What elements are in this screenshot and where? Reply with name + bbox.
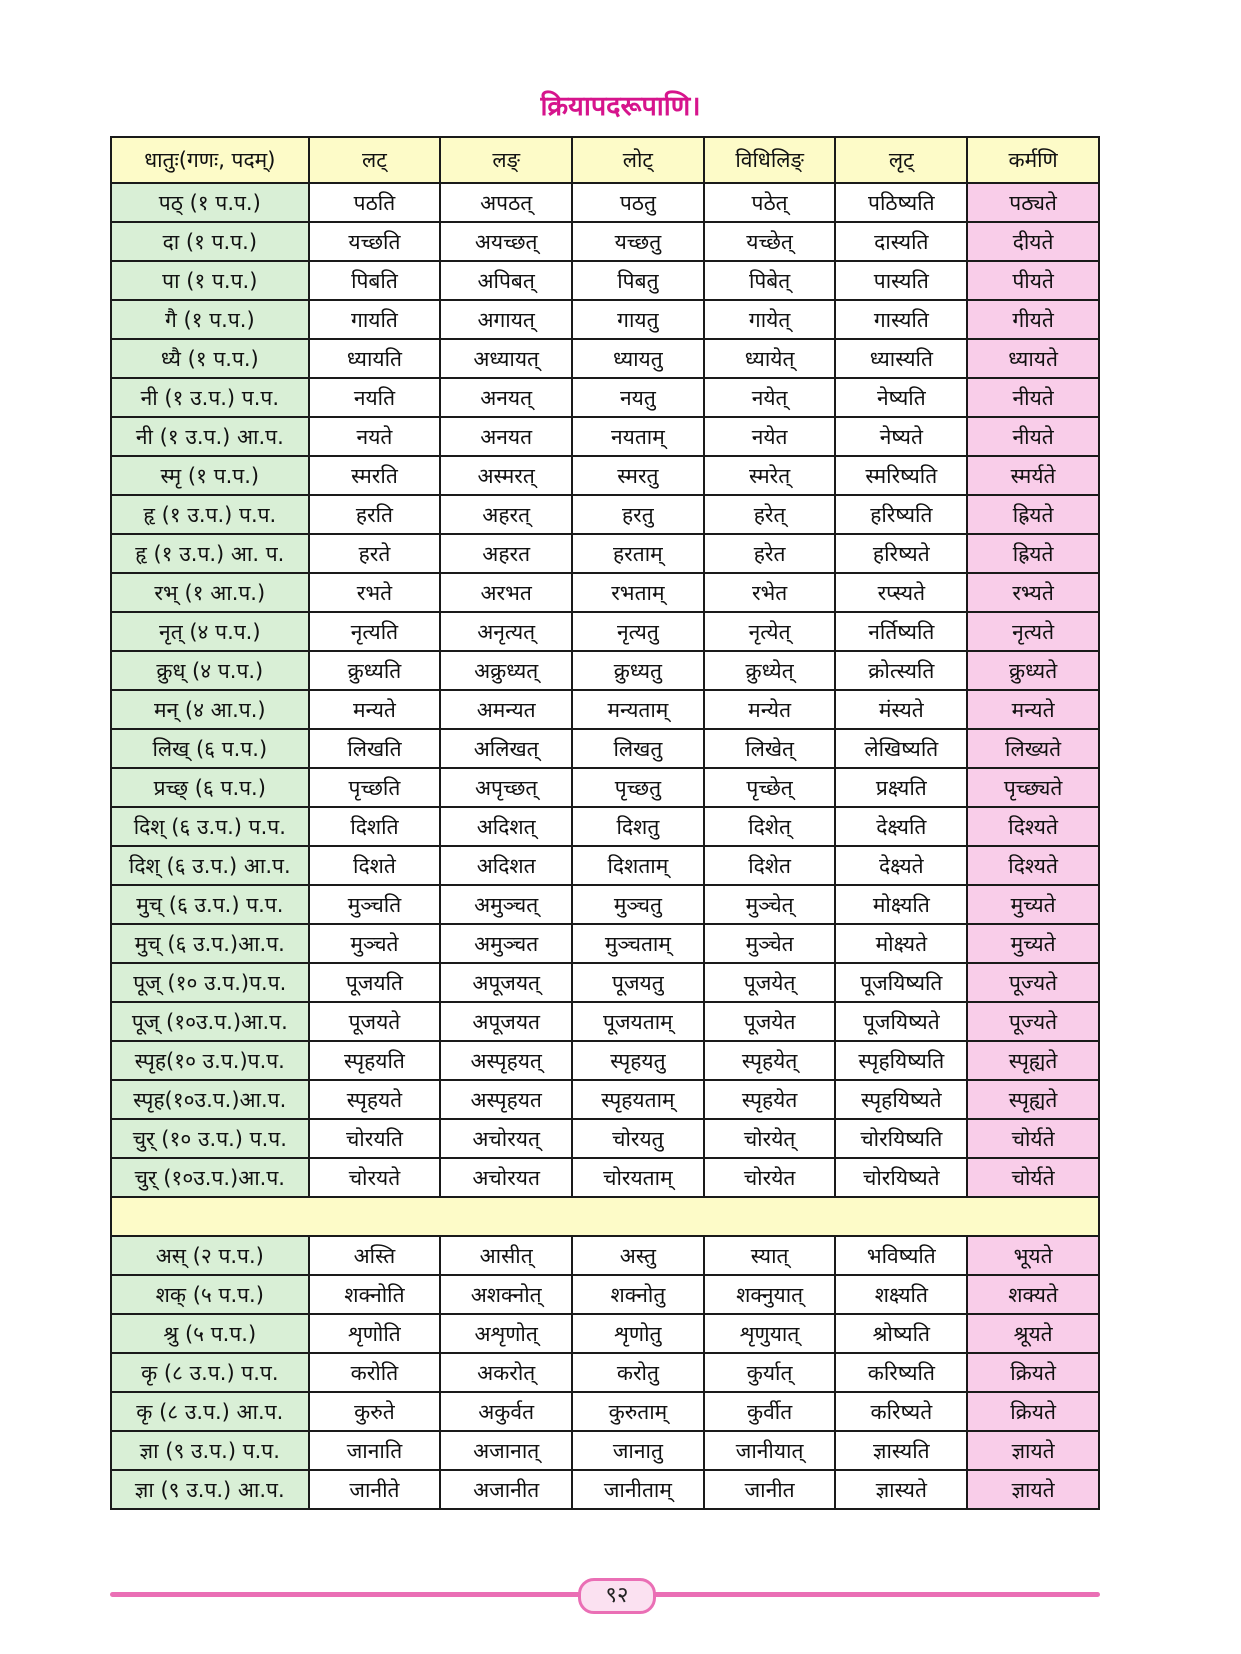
cell-vidhiling: चोरयेत् [704,1119,836,1158]
table-header-row [111,137,1099,183]
table-row [111,885,1099,924]
table-row [111,495,1099,534]
cell-lat: शृणोति [309,1314,441,1353]
cell-root: लिख् (६ प.प.) [111,729,309,768]
cell-root: रभ् (१ आ.प.) [111,573,309,612]
cell-lot: पूजयतु [572,963,704,1002]
header-karmani: कर्मणि [967,137,1099,183]
cell-lang: अशृणोत् [440,1314,572,1353]
cell-root: शक् (५ प.प.) [111,1275,309,1314]
cell-lat: नृत्यति [309,612,441,651]
cell-root: ज्ञा (९ उ.प.) प.प. [111,1431,309,1470]
cell-lat: स्मरति [309,456,441,495]
cell-karmani: मन्यते [967,690,1099,729]
cell-lat: पिबति [309,261,441,300]
header-lat: लट् [309,137,441,183]
table-row [111,1470,1099,1509]
table-row [111,768,1099,807]
table-row [111,1119,1099,1158]
cell-karmani: नृत्यते [967,612,1099,651]
header-dhatu: धातुः(गणः, पदम्) [111,137,309,183]
cell-karmani: मुच्यते [967,924,1099,963]
cell-karmani: नीयते [967,417,1099,456]
cell-lrut: पास्यति [835,261,967,300]
cell-lot: ध्यायतु [572,339,704,378]
cell-lang: अपृच्छत् [440,768,572,807]
cell-lot: जानातु [572,1431,704,1470]
cell-lot: पठतु [572,183,704,222]
cell-lang: अपठत् [440,183,572,222]
cell-root: मुच् (६ उ.प.)आ.प. [111,924,309,963]
header-vidhiling: विधिलिङ् [704,137,836,183]
table-row [111,1275,1099,1314]
cell-vidhiling: स्यात् [704,1236,836,1275]
cell-vidhiling: जानीत [704,1470,836,1509]
cell-karmani: चोर्यते [967,1119,1099,1158]
cell-vidhiling: नयेत [704,417,836,456]
cell-karmani: क्रुध्यते [967,651,1099,690]
cell-vidhiling: पूजयेत [704,1002,836,1041]
cell-lot: स्मरतु [572,456,704,495]
cell-vidhiling: शक्नुयात् [704,1275,836,1314]
cell-lat: हरते [309,534,441,573]
table-row [111,261,1099,300]
cell-lang: अगायत् [440,300,572,339]
cell-karmani: लिख्यते [967,729,1099,768]
cell-lot: नयतु [572,378,704,417]
cell-root: मन् (४ आ.प.) [111,690,309,729]
cell-lang: अस्मरत् [440,456,572,495]
cell-lang: अस्पृहयत् [440,1041,572,1080]
table-row [111,183,1099,222]
cell-karmani: दिश्यते [967,846,1099,885]
verb-forms-table [110,136,1100,1510]
cell-karmani: स्मर्यते [967,456,1099,495]
cell-lang: आसीत् [440,1236,572,1275]
cell-lat: कुरुते [309,1392,441,1431]
cell-karmani: पठ्यते [967,183,1099,222]
cell-lrut: ज्ञास्यते [835,1470,967,1509]
cell-lot: यच्छतु [572,222,704,261]
cell-lot: स्पृहयतु [572,1041,704,1080]
cell-karmani: भूयते [967,1236,1099,1275]
cell-lrut: ज्ञास्यति [835,1431,967,1470]
cell-lot: लिखतु [572,729,704,768]
table-row [111,534,1099,573]
cell-lot: मन्यताम् [572,690,704,729]
cell-root: मुच् (६ उ.प.) प.प. [111,885,309,924]
separator-cell [111,1197,1099,1236]
cell-vidhiling: कुर्यात् [704,1353,836,1392]
cell-root: चुर् (१०उ.प.)आ.प. [111,1158,309,1197]
cell-vidhiling: नयेत् [704,378,836,417]
cell-lang: अयच्छत् [440,222,572,261]
cell-vidhiling: यच्छेत् [704,222,836,261]
cell-vidhiling: रभेत [704,573,836,612]
cell-lang: अहरत [440,534,572,573]
cell-lot: मुञ्चतु [572,885,704,924]
cell-lang: अलिखत् [440,729,572,768]
cell-lang: अदिशत् [440,807,572,846]
cell-lot: पृच्छतु [572,768,704,807]
cell-karmani: पीयते [967,261,1099,300]
cell-lrut: लेखिष्यति [835,729,967,768]
cell-lrut: स्पृहयिष्यते [835,1080,967,1119]
cell-lang: अशक्नोत् [440,1275,572,1314]
cell-lat: स्पृहयति [309,1041,441,1080]
cell-karmani: दिश्यते [967,807,1099,846]
cell-karmani: पूज्यते [967,963,1099,1002]
cell-karmani: ज्ञायते [967,1431,1099,1470]
cell-vidhiling: ध्यायेत् [704,339,836,378]
cell-root: पूज् (१०उ.प.)आ.प. [111,1002,309,1041]
cell-vidhiling: लिखेत् [704,729,836,768]
cell-root: क्रुध् (४ प.प.) [111,651,309,690]
cell-lrut: करिष्यति [835,1353,967,1392]
cell-root: स्पृह(१०उ.प.)आ.प. [111,1080,309,1119]
cell-root: दिश् (६ उ.प.) प.प. [111,807,309,846]
cell-lot: जानीताम् [572,1470,704,1509]
cell-lrut: पूजयिष्यति [835,963,967,1002]
cell-root: अस् (२ प.प.) [111,1236,309,1275]
cell-lrut: देक्ष्यति [835,807,967,846]
cell-root: गै (१ प.प.) [111,300,309,339]
cell-lrut: भविष्यति [835,1236,967,1275]
cell-lot: क्रुध्यतु [572,651,704,690]
cell-karmani: शक्यते [967,1275,1099,1314]
cell-lot: शृणोतु [572,1314,704,1353]
cell-lot: अस्तु [572,1236,704,1275]
cell-root: पा (१ प.प.) [111,261,309,300]
cell-lang: अचोरयत् [440,1119,572,1158]
cell-root: दिश् (६ उ.प.) आ.प. [111,846,309,885]
cell-lrut: देक्ष्यते [835,846,967,885]
cell-lot: दिशतु [572,807,704,846]
cell-lot: रभताम् [572,573,704,612]
separator-row [111,1197,1099,1236]
cell-vidhiling: पठेत् [704,183,836,222]
cell-lang: अरभत [440,573,572,612]
cell-lat: जानीते [309,1470,441,1509]
table-row [111,846,1099,885]
cell-lrut: पूजयिष्यते [835,1002,967,1041]
cell-lrut: नर्तिष्यति [835,612,967,651]
table-row [111,1236,1099,1275]
table-row [111,378,1099,417]
table-row [111,651,1099,690]
cell-root: हृ (१ उ.प.) प.प. [111,495,309,534]
cell-lat: रभते [309,573,441,612]
cell-karmani: ज्ञायते [967,1470,1099,1509]
table-row [111,1041,1099,1080]
cell-lat: चोरयति [309,1119,441,1158]
cell-lrut: शक्ष्यति [835,1275,967,1314]
cell-vidhiling: हरेत् [704,495,836,534]
cell-vidhiling: दिशेत [704,846,836,885]
cell-karmani: ह्रियते [967,534,1099,573]
cell-vidhiling: गायेत् [704,300,836,339]
table-row [111,963,1099,1002]
cell-vidhiling: क्रुध्येत् [704,651,836,690]
cell-karmani: ह्रियते [967,495,1099,534]
table-row [111,807,1099,846]
cell-lat: क्रुध्यति [309,651,441,690]
cell-lrut: नेष्यति [835,378,967,417]
cell-vidhiling: स्मरेत् [704,456,836,495]
cell-karmani: ध्यायते [967,339,1099,378]
cell-lat: करोति [309,1353,441,1392]
table-row [111,1314,1099,1353]
cell-lot: चोरयतु [572,1119,704,1158]
cell-vidhiling: पिबेत् [704,261,836,300]
header-lot: लोट् [572,137,704,183]
cell-lang: अध्यायत् [440,339,572,378]
cell-vidhiling: मुञ्चेत [704,924,836,963]
table-row [111,417,1099,456]
cell-lang: अजानात् [440,1431,572,1470]
cell-lang: अकुर्वत [440,1392,572,1431]
cell-lat: नयते [309,417,441,456]
cell-vidhiling: स्पृहयेत [704,1080,836,1119]
page-number: ९२ [578,1578,656,1614]
cell-karmani: पूज्यते [967,1002,1099,1041]
cell-lat: मुञ्चते [309,924,441,963]
cell-root: प्रच्छ् (६ प.प.) [111,768,309,807]
table-row [111,729,1099,768]
cell-vidhiling: मुञ्चेत् [704,885,836,924]
cell-root: नृत् (४ प.प.) [111,612,309,651]
cell-root: हृ (१ उ.प.) आ. प. [111,534,309,573]
cell-lat: दिशति [309,807,441,846]
cell-lat: लिखति [309,729,441,768]
cell-lang: अचोरयत [440,1158,572,1197]
cell-lrut: चोरयिष्यते [835,1158,967,1197]
cell-lrut: स्पृहयिष्यति [835,1041,967,1080]
page-title: क्रियापदरूपाणि। [540,91,701,122]
cell-lrut: स्मरिष्यति [835,456,967,495]
cell-root: नी (१ उ.प.) आ.प. [111,417,309,456]
cell-lrut: मंस्यते [835,690,967,729]
cell-root: नी (१ उ.प.) प.प. [111,378,309,417]
cell-karmani: मुच्यते [967,885,1099,924]
cell-lat: अस्ति [309,1236,441,1275]
cell-lot: शक्नोतु [572,1275,704,1314]
cell-lrut: श्रोष्यति [835,1314,967,1353]
cell-lot: दिशताम् [572,846,704,885]
cell-karmani: श्रूयते [967,1314,1099,1353]
cell-lat: चोरयते [309,1158,441,1197]
cell-lat: शक्नोति [309,1275,441,1314]
cell-lat: ध्यायति [309,339,441,378]
cell-lot: पूजयताम् [572,1002,704,1041]
cell-lrut: रप्स्यते [835,573,967,612]
table-row [111,456,1099,495]
cell-lat: पूजयति [309,963,441,1002]
cell-lot: हरतु [572,495,704,534]
cell-lat: स्पृहयते [309,1080,441,1119]
cell-karmani: गीयते [967,300,1099,339]
cell-lang: अपिबत् [440,261,572,300]
cell-root: स्मृ (१ प.प.) [111,456,309,495]
cell-lat: पठति [309,183,441,222]
table-row [111,1353,1099,1392]
cell-vidhiling: हरेत [704,534,836,573]
table-row [111,1080,1099,1119]
cell-root: चुर् (१० उ.प.) प.प. [111,1119,309,1158]
cell-lang: अनयत् [440,378,572,417]
table-row [111,573,1099,612]
cell-lat: यच्छति [309,222,441,261]
cell-lang: अपूजयत [440,1002,572,1041]
cell-lot: स्पृहयताम् [572,1080,704,1119]
table-row [111,924,1099,963]
cell-lat: जानाति [309,1431,441,1470]
table-row [111,222,1099,261]
cell-root: दा (१ प.प.) [111,222,309,261]
cell-vidhiling: पृच्छेत् [704,768,836,807]
cell-lat: पूजयते [309,1002,441,1041]
cell-lrut: पठिष्यति [835,183,967,222]
cell-lrut: नेष्यते [835,417,967,456]
cell-vidhiling: मन्येत [704,690,836,729]
cell-root: कृ (८ उ.प.) प.प. [111,1353,309,1392]
cell-lang: अजानीत [440,1470,572,1509]
table-row [111,339,1099,378]
cell-lrut: प्रक्ष्यति [835,768,967,807]
cell-lang: अनयत [440,417,572,456]
cell-karmani: क्रियते [967,1392,1099,1431]
cell-lang: अक्रुध्यत् [440,651,572,690]
cell-lrut: हरिष्यति [835,495,967,534]
cell-vidhiling: शृणुयात् [704,1314,836,1353]
cell-lang: अपूजयत् [440,963,572,1002]
cell-lrut: चोरयिष्यति [835,1119,967,1158]
cell-root: ज्ञा (९ उ.प.) आ.प. [111,1470,309,1509]
cell-root: कृ (८ उ.प.) आ.प. [111,1392,309,1431]
cell-vidhiling: जानीयात् [704,1431,836,1470]
cell-vidhiling: नृत्येत् [704,612,836,651]
cell-lang: अमुञ्चत् [440,885,572,924]
cell-lang: अनृत्यत् [440,612,572,651]
header-lang: लङ् [440,137,572,183]
cell-karmani: क्रियते [967,1353,1099,1392]
cell-vidhiling: दिशेत् [704,807,836,846]
cell-lot: चोरयताम् [572,1158,704,1197]
table-row [111,690,1099,729]
cell-karmani: नीयते [967,378,1099,417]
cell-lot: हरताम् [572,534,704,573]
cell-lrut: गास्यति [835,300,967,339]
cell-vidhiling: कुर्वीत [704,1392,836,1431]
cell-karmani: स्पृह्यते [967,1080,1099,1119]
cell-karmani: रभ्यते [967,573,1099,612]
cell-lot: करोतु [572,1353,704,1392]
cell-lat: मन्यते [309,690,441,729]
cell-karmani: पृच्छ्यते [967,768,1099,807]
table-row [111,1002,1099,1041]
cell-root: पूज् (१० उ.प.)प.प. [111,963,309,1002]
cell-lang: अमुञ्चत [440,924,572,963]
cell-lat: नयति [309,378,441,417]
cell-lot: नृत्यतु [572,612,704,651]
cell-vidhiling: चोरयेत [704,1158,836,1197]
cell-lrut: मोक्ष्यते [835,924,967,963]
cell-karmani: स्पृह्यते [967,1041,1099,1080]
cell-lang: अहरत् [440,495,572,534]
cell-lat: हरति [309,495,441,534]
cell-lang: अदिशत [440,846,572,885]
cell-root: श्रु (५ प.प.) [111,1314,309,1353]
cell-lot: मुञ्चताम् [572,924,704,963]
cell-lrut: ध्यास्यति [835,339,967,378]
cell-lat: गायति [309,300,441,339]
cell-lrut: मोक्ष्यति [835,885,967,924]
cell-lot: पिबतु [572,261,704,300]
cell-lat: मुञ्चति [309,885,441,924]
cell-karmani: चोर्यते [967,1158,1099,1197]
cell-lot: गायतु [572,300,704,339]
cell-lrut: क्रोत्स्यति [835,651,967,690]
cell-lot: कुरुताम् [572,1392,704,1431]
table-row [111,1392,1099,1431]
table-row [111,300,1099,339]
cell-lat: पृच्छति [309,768,441,807]
cell-root: ध्यै (१ प.प.) [111,339,309,378]
cell-vidhiling: स्पृहयेत् [704,1041,836,1080]
cell-lrut: करिष्यते [835,1392,967,1431]
table-row [111,1158,1099,1197]
cell-lat: दिशते [309,846,441,885]
cell-lang: अस्पृहयत [440,1080,572,1119]
cell-lang: अकरोत् [440,1353,572,1392]
header-lrut: लृट् [835,137,967,183]
cell-root: पठ् (१ प.प.) [111,183,309,222]
cell-lot: नयताम् [572,417,704,456]
table-body [111,183,1099,1509]
cell-karmani: दीयते [967,222,1099,261]
table-row [111,1431,1099,1470]
cell-vidhiling: पूजयेत् [704,963,836,1002]
cell-lang: अमन्यत [440,690,572,729]
cell-lrut: दास्यति [835,222,967,261]
cell-lrut: हरिष्यते [835,534,967,573]
table-row [111,612,1099,651]
cell-root: स्पृह(१० उ.प.)प.प. [111,1041,309,1080]
